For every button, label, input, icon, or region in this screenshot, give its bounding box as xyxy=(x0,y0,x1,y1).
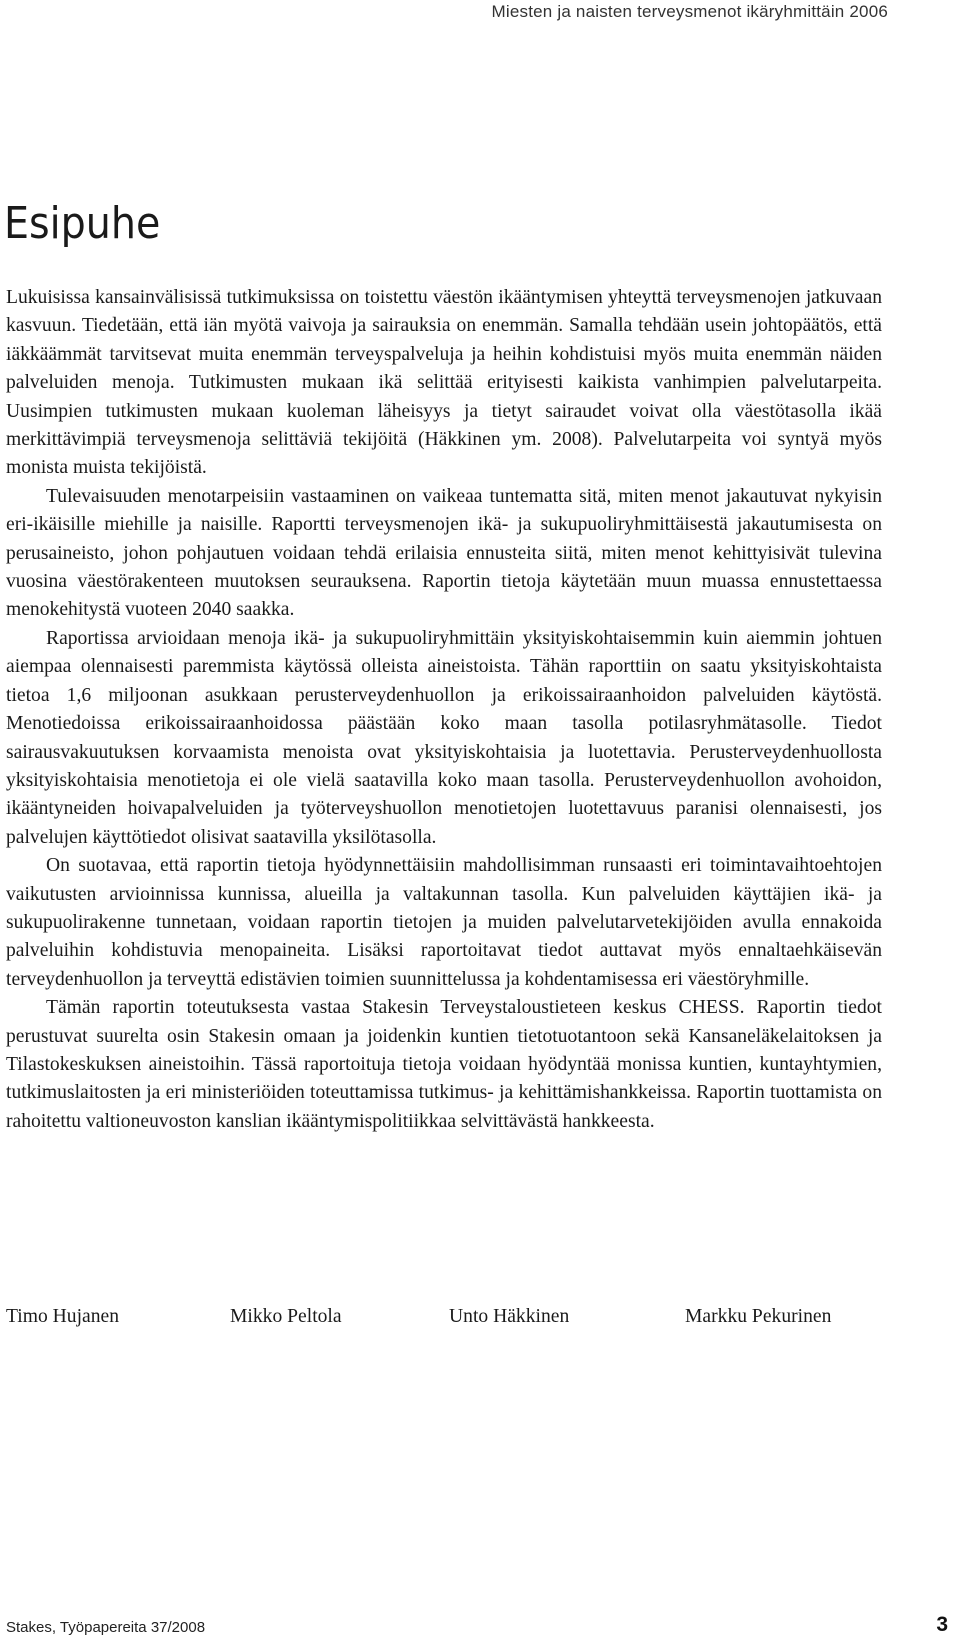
signature-name: Mikko Peltola xyxy=(230,1306,342,1327)
signature-name: Unto Häkkinen xyxy=(449,1306,570,1327)
signatures xyxy=(6,1303,882,1333)
paragraph: Raportissa arvioidaan menoja ikä- ja sukupuoliryhmittäin yksityiskohtaisemmin kuin aiemmin johtuen aiempaa olennaisesti paremmista käytössä olleista aineistoista. Tähän raporttiin on saatu yksityiskohtaista tietoa 1,6 miljoonan asukkaan perusterveydenhuollon ja erikoissairaanhoidon palveluiden käytöstä. Menotiedoissa erikoissairaanhoidossa päästään koko maan tasolla potilasryhmätasolle. Tiedot sairausvakuutuksen korvaamista menoista ovat yksityiskohtaisia ja luotettavia. Perusterveydenhuollosta yksityiskohtaisia menotietoja ei ole vielä saatavilla koko maan tasolla. Perusterveydenhuollon avohoidon, ikääntyneiden hoivapalveluiden ja työterveyshuollon menotietojen luotettavuus paranisi olennaisesti, jos palvelujen käyttötiedot olisivat saatavilla yksilötasolla. xyxy=(6,627,882,848)
running-header: Miesten ja naisten terveysmenot ikäryhmittäin 2006 xyxy=(491,2,888,21)
footer-publication: Stakes, Työpapereita 37/2008 xyxy=(6,1619,206,1636)
page-title: Esipuhe xyxy=(4,198,161,249)
signature-name: Markku Pekurinen xyxy=(685,1306,832,1327)
paragraph: Tulevaisuuden menotarpeisiin vastaaminen on vaikeaa tuntematta sitä, miten menot jakautuvat nykyisin eri-ikäisille miehille ja naisille. Raportti terveysmenojen ikä- ja sukupuoliryhmittäisestä jakautumisesta on perusaineisto, johon pohjautuen voidaan tehdä erilaisia ennusteita siitä, miten menot kehittyisivät tulevina vuosina väestörakenteen muutoksen seurauksena. Raportin tietoja käytetään muun muassa ennustettaessa menokehitystä vuoteen 2040 saakka. xyxy=(6,485,882,621)
body-text xyxy=(6,284,882,1136)
paragraph: On suotavaa, että raportin tietoja hyödynnettäisiin mahdollisimman runsaasti eri toimintavaihtoehtojen vaikutusten arvioinnissa kunnissa, alueilla ja valtakunnan tasolla. Kun palveluiden käyttäjien ikä- ja sukupuolirakenne tunnetaan, voidaan raportin tietojen ja muiden palvelutarvetekijöiden avulla ennakoida palveluihin kohdistuvia menopaineita. Lisäksi raportoitavat tiedot auttavat myös ennaltaehkäisevän terveydenhuollon ja terveyttä edistävien toimien suunnittelussa ja kohdentamisessa eri väestöryhmille. xyxy=(6,855,882,990)
paragraph: Lukuisissa kansainvälisissä tutkimuksissa on toistettu väestön ikääntymisen yhteyttä terveysmenojen jatkuvaan kasvuun. Tiedetään, että iän myötä vaivoja ja sairauksia on enemmän. Samalla tehdään usein johtopäätös, että iäkkäämmät tarvitsevat muita enemmän terveyspalveluja ja heihin kohdistuisi myös muita enemmän näiden palveluiden menoja. Tutkimusten mukaan ikä selittää erityisesti kaikista vanhimpien palvelutarpeita. Uusimpien tutkimusten mukaan kuoleman läheisyys ja tietyt sairaudet voivat olla väestötasolla ikää merkittävimpiä terveysmenoja selittäviä tekijöitä (Häkkinen ym. 2008). Palvelutarpeita voi syntyä myös monista muista tekijöistä. xyxy=(6,287,882,479)
signature-name: Timo Hujanen xyxy=(6,1306,120,1327)
page-number: 3 xyxy=(936,1613,948,1636)
paragraph: Tämän raportin toteutuksesta vastaa Stakesin Terveystaloustieteen keskus CHESS. Raportin tiedot perustuvat suurelta osin Stakesin omaan ja joidenkin kuntien tietotuotantoon sekä Kansaneläkelaitoksen ja Tilastokeskuksen aineistoihin. Tässä raportoituja tietoja voidaan hyödyntää monissa kuntien, kuntayhtymien, tutkimuslaitosten ja eri ministeriöiden toteuttamissa tutkimus- ja kehittämishankkeissa. Raportin tuottamista on rahoitettu valtioneuvoston kanslian ikääntymispolitiikkaa selvittävästä hankkeesta. xyxy=(6,997,882,1132)
